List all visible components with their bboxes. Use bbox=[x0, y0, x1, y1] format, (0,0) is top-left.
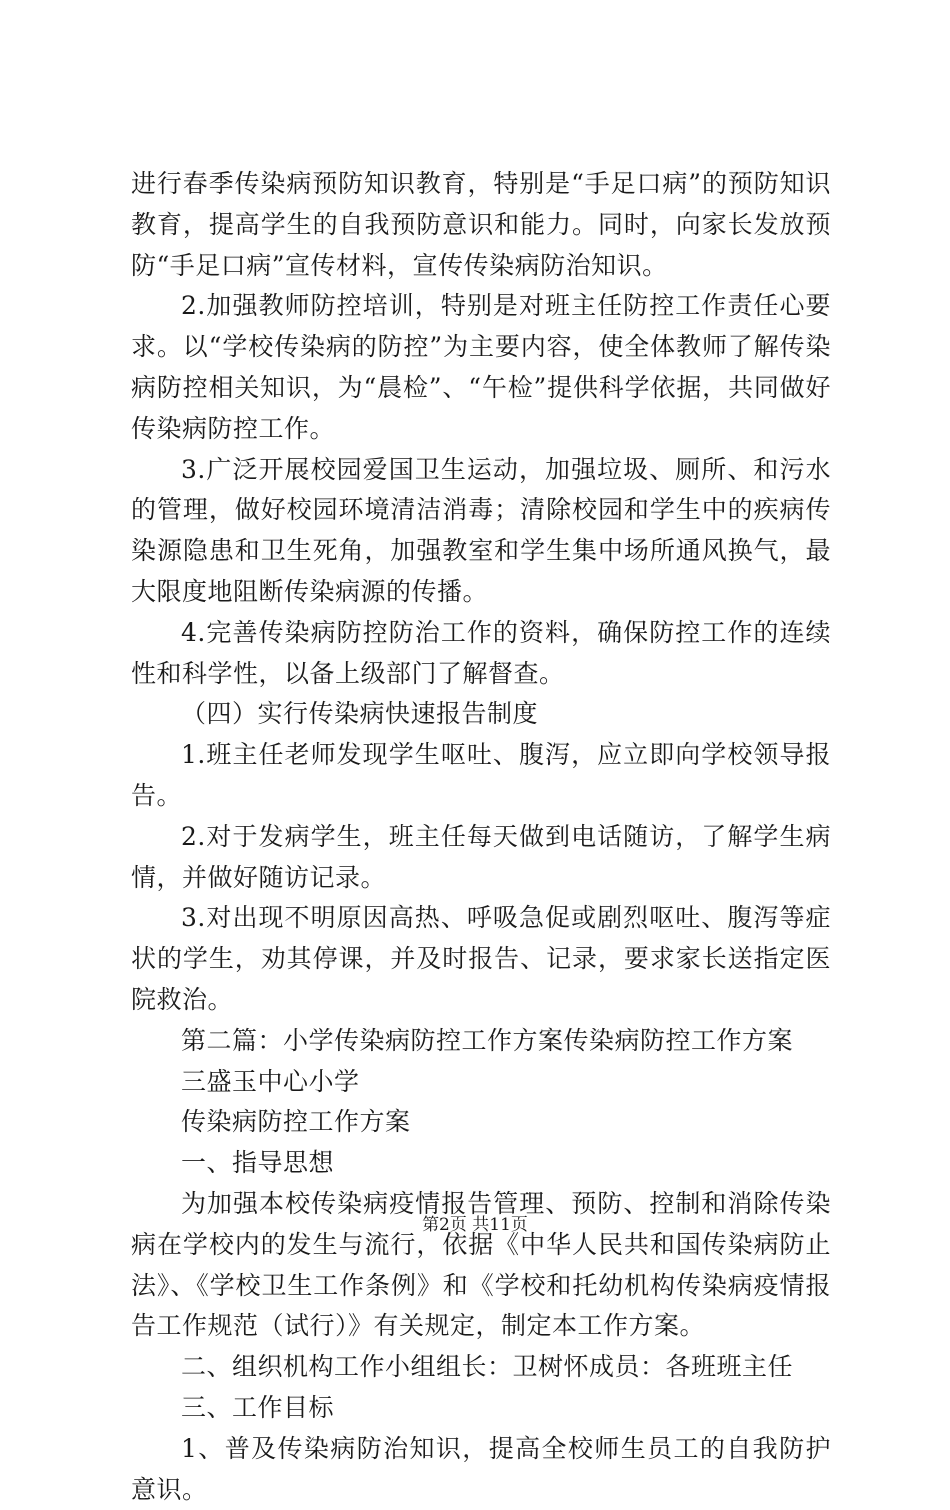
paragraph: 为加强本校传染病疫情报告管理、预防、控制和消除传染病在学校内的发生与流行，依据《中华人民共和国传染病防止法》、《学校卫生工作条例》和《学校和托幼机构传染病疫情报告工作规范（试行）》有关规定，制定本工作方案。 bbox=[131, 1188, 831, 1341]
section-heading: 一、指导思想 bbox=[181, 1148, 335, 1178]
paragraph: 3.对出现不明原因高热、呼吸急促或剧烈呕吐、腹泻等症状的学生，劝其停课，并及时报告、记录，要求家长送指定医院救治。 bbox=[131, 903, 831, 1014]
page-footer bbox=[0, 1213, 950, 1237]
plan-title: 传染病防控工作方案 bbox=[181, 1107, 411, 1137]
paragraph: 2.加强教师防控培训，特别是对班主任防控工作责任心要求。以“学校传染病的防控”为主要内容，使全体教师了解传染病防控相关知识，为“晨检”、“午检”提供科学依据，共同做好传染病防控工作。 bbox=[131, 291, 831, 443]
paragraph: 1.班主任老师发现学生呕吐、腹泻，应立即向学校领导报告。 bbox=[131, 740, 831, 810]
paragraph: 3.广泛开展校园爱国卫生运动，加强垃圾、厕所、和污水的管理，做好校园环境清洁消毒；清除校园和学生中的疾病传染源隐患和卫生死角，加强教室和学生集中场所通风换气，最大限度地阻断传染病源的传播。 bbox=[131, 454, 831, 606]
paragraph: 进行春季传染病预防知识教育，特别是“手足口病”的预防知识教育，提高学生的自我预防意识和能力。同时，向家长发放预防“手足口病”宣传材料，宣传传染病防治知识。 bbox=[131, 169, 831, 280]
school-name: 三盛玉中心小学 bbox=[181, 1066, 360, 1096]
document-body bbox=[131, 164, 831, 1510]
paragraph: 1、普及传染病防治知识，提高全校师生员工的自我防护意识。 bbox=[131, 1433, 831, 1504]
page-number: 第2页 共11页 bbox=[422, 1215, 528, 1235]
chapter-title: 第二篇：小学传染病防控工作方案传染病防控工作方案 bbox=[181, 1025, 794, 1055]
section-heading: （四）实行传染病快速报告制度 bbox=[181, 699, 539, 729]
paragraph: 2.对于发病学生，班主任每天做到电话随访，了解学生病情，并做好随访记录。 bbox=[131, 821, 831, 892]
section-heading: 三、工作目标 bbox=[181, 1392, 335, 1422]
paragraph: 4.完善传染病防控防治工作的资料，确保防控工作的连续性和科学性，以备上级部门了解督查。 bbox=[131, 617, 831, 688]
section-heading: 二、组织机构工作小组组长：卫树怀成员：各班班主任 bbox=[181, 1352, 794, 1382]
